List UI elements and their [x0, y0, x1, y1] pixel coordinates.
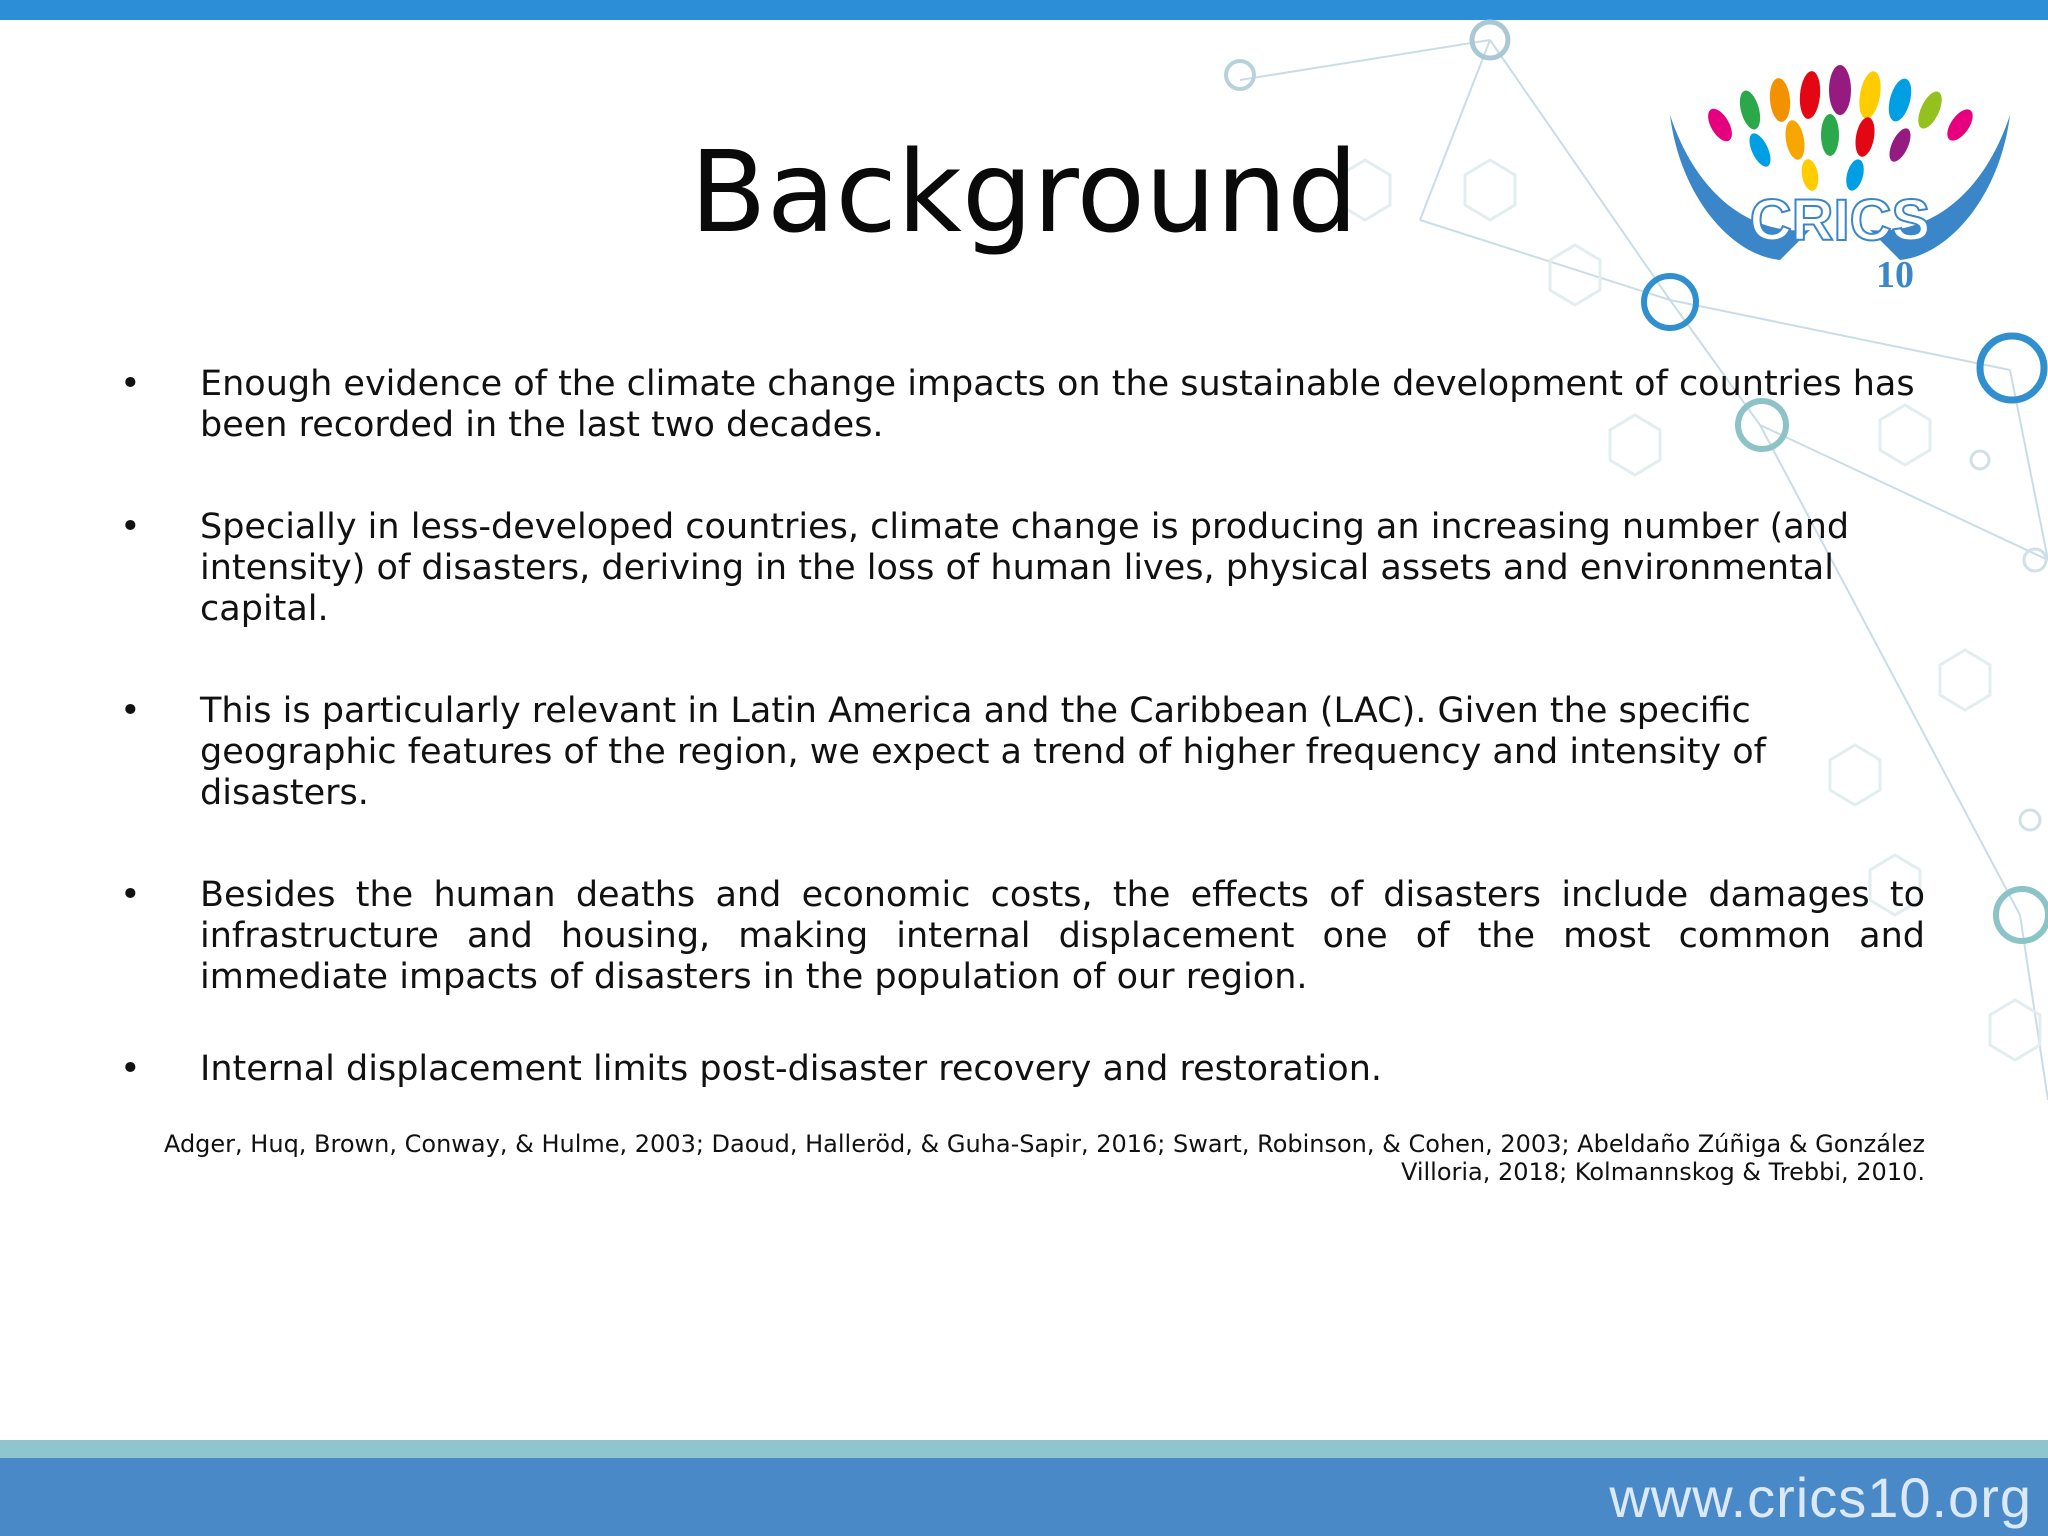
bullet-marker: • [120, 364, 141, 404]
references-citation: Adger, Huq, Brown, Conway, & Hulme, 2003; Daoud, Halleröd, & Guha-Sapir, 2016; Swart, Robinson, & Cohen, 2003; Abeldaño Zúñiga & González Villoria, 2018; Kolmannskog & Trebbi, 2010. [163, 1130, 1925, 1186]
bullet-item [120, 691, 1925, 814]
bullet-text: This is particularly relevant in Latin America and the Caribbean (LAC). Given the specific geographic features of the region, we expect a trend of higher frequency and intensity of disasters. [200, 691, 1766, 813]
bullet-item [120, 1049, 1925, 1090]
bullet-text: Internal displacement limits post-disaster recovery and restoration. [200, 1049, 1383, 1089]
footer-bar [0, 1458, 2048, 1536]
bullet-marker: • [120, 691, 141, 731]
bullet-marker: • [120, 875, 141, 915]
website-url: www.crics10.org [1609, 1466, 2032, 1529]
bullet-list [120, 364, 1925, 1090]
slide-title: Background [689, 128, 1359, 258]
bullet-text: Specially in less-developed countries, climate change is producing an increasing number (and intensity) of disasters, deriving in the loss of human lives, physical assets and environmental capital. [200, 507, 1850, 629]
footer-accent-band [0, 1440, 2048, 1458]
bullet-marker: • [120, 507, 141, 547]
bullet-marker: • [120, 1049, 141, 1089]
bullet-item [120, 875, 1925, 998]
bullet-text: Enough evidence of the climate change impacts on the sustainable development of countries has been recorded in the last two decades. [200, 364, 1915, 445]
logo-wordmark: CRICS [1749, 188, 1931, 253]
bullet-text: Besides the human deaths and economic costs, the effects of disasters include damages to infrastructure and housing, making internal displacement one of the most common and immediate impacts of disasters in the population of our region. [200, 875, 1925, 997]
bullet-item [120, 364, 1925, 446]
bullet-item [120, 507, 1925, 630]
crics-10-logo [1660, 55, 2020, 295]
logo-number: 10 [1876, 254, 1914, 295]
